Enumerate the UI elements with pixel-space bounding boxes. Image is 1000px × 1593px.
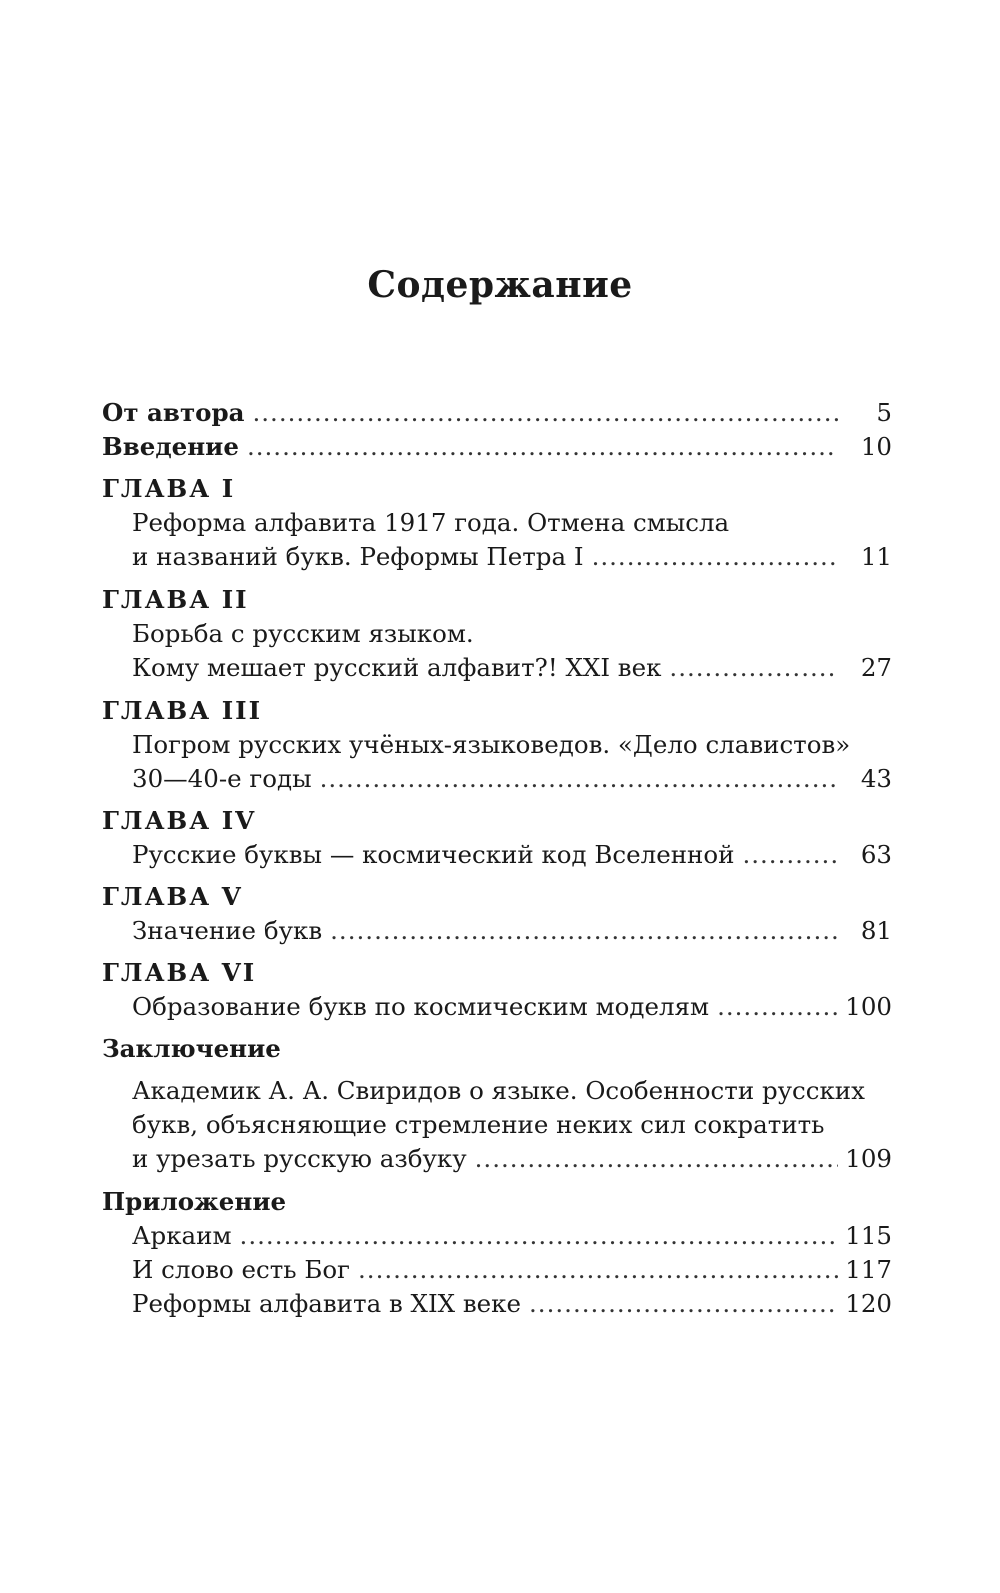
toc-entry-label: Кому мешает русский алфавит?! XXI век — [132, 653, 662, 682]
dot-leader — [669, 651, 838, 685]
toc-entry-label: От автора — [102, 398, 245, 427]
toc-page-number: 81 — [860, 916, 892, 945]
dot-leader — [529, 1287, 838, 1321]
toc-page-number: 10 — [860, 432, 892, 461]
toc-entry-label: Образование букв по космическим моделям — [132, 992, 710, 1021]
toc-page-number: 120 — [845, 1289, 892, 1318]
toc-page-number: 100 — [845, 992, 892, 1021]
toc-entry-conclusion[interactable] — [102, 1142, 892, 1176]
dot-leader — [475, 1142, 838, 1176]
dot-leader — [592, 540, 838, 574]
toc-entry-label: и названий букв. Реформы Петра I — [132, 542, 584, 571]
dot-leader — [358, 1253, 838, 1287]
dot-leader — [717, 990, 838, 1024]
toc-entry-line: букв, объясняющие стремление неких сил сократить — [132, 1110, 825, 1139]
toc-entry-label: Введение — [102, 432, 239, 461]
dot-leader — [742, 838, 838, 872]
toc-entry-label: 30—40-е годы — [132, 764, 312, 793]
page-title: Содержание — [367, 264, 633, 306]
section-heading: Заключение — [102, 1034, 281, 1063]
toc-entry-appendix-2[interactable] — [102, 1253, 892, 1287]
toc-entry-line: Реформа алфавита 1917 года. Отмена смысла — [132, 508, 730, 537]
toc-page-number: 27 — [860, 653, 892, 682]
toc-entry-chapter-2[interactable] — [102, 651, 892, 685]
toc-page-number: 11 — [860, 542, 892, 571]
toc-entry-chapter-5[interactable] — [102, 914, 892, 948]
toc-page-number: 115 — [845, 1221, 892, 1250]
chapter-heading: ГЛАВА II — [102, 585, 249, 614]
toc-entry-chapter-4[interactable] — [102, 838, 892, 872]
toc-entry-appendix-3[interactable] — [102, 1287, 892, 1321]
chapter-heading: ГЛАВА IV — [102, 806, 257, 835]
toc-page-number: 43 — [860, 764, 892, 793]
dot-leader — [252, 396, 838, 430]
dot-leader — [247, 430, 838, 464]
toc-page-number: 5 — [876, 398, 892, 427]
toc-entry-label: Реформы алфавита в XIX веке — [132, 1289, 521, 1318]
toc-entry-introduction[interactable] — [102, 430, 892, 464]
toc-entry-appendix-1[interactable] — [102, 1219, 892, 1253]
toc-entry-chapter-1[interactable] — [102, 540, 892, 574]
table-of-contents — [102, 396, 892, 1321]
section-heading: Приложение — [102, 1187, 287, 1216]
toc-page-number: 117 — [845, 1255, 892, 1284]
toc-page-number: 63 — [860, 840, 892, 869]
toc-entry-label: Аркаим — [132, 1221, 232, 1250]
toc-entry-label: И слово есть Бог — [132, 1255, 351, 1284]
toc-page-number: 109 — [845, 1144, 892, 1173]
chapter-heading: ГЛАВА III — [102, 696, 263, 725]
toc-entry-chapter-3[interactable] — [102, 762, 892, 796]
toc-entry-from-author[interactable] — [102, 396, 892, 430]
toc-entry-line: Погром русских учёных-языковедов. «Дело славистов» — [132, 730, 851, 759]
chapter-heading: ГЛАВА V — [102, 882, 243, 911]
toc-entry-line: Борьба с русским языком. — [132, 619, 474, 648]
toc-entry-label: Значение букв — [132, 916, 323, 945]
chapter-heading: ГЛАВА VI — [102, 958, 257, 987]
toc-entry-chapter-6[interactable] — [102, 990, 892, 1024]
dot-leader — [240, 1219, 838, 1253]
dot-leader — [330, 914, 838, 948]
dot-leader — [320, 762, 838, 796]
chapter-heading: ГЛАВА I — [102, 474, 236, 503]
toc-entry-label: и урезать русскую азбуку — [132, 1144, 467, 1173]
toc-entry-line: Академик А. А. Свиридов о языке. Особенности русских — [132, 1076, 865, 1105]
toc-entry-label: Русские буквы — космический код Вселенной — [132, 840, 735, 869]
